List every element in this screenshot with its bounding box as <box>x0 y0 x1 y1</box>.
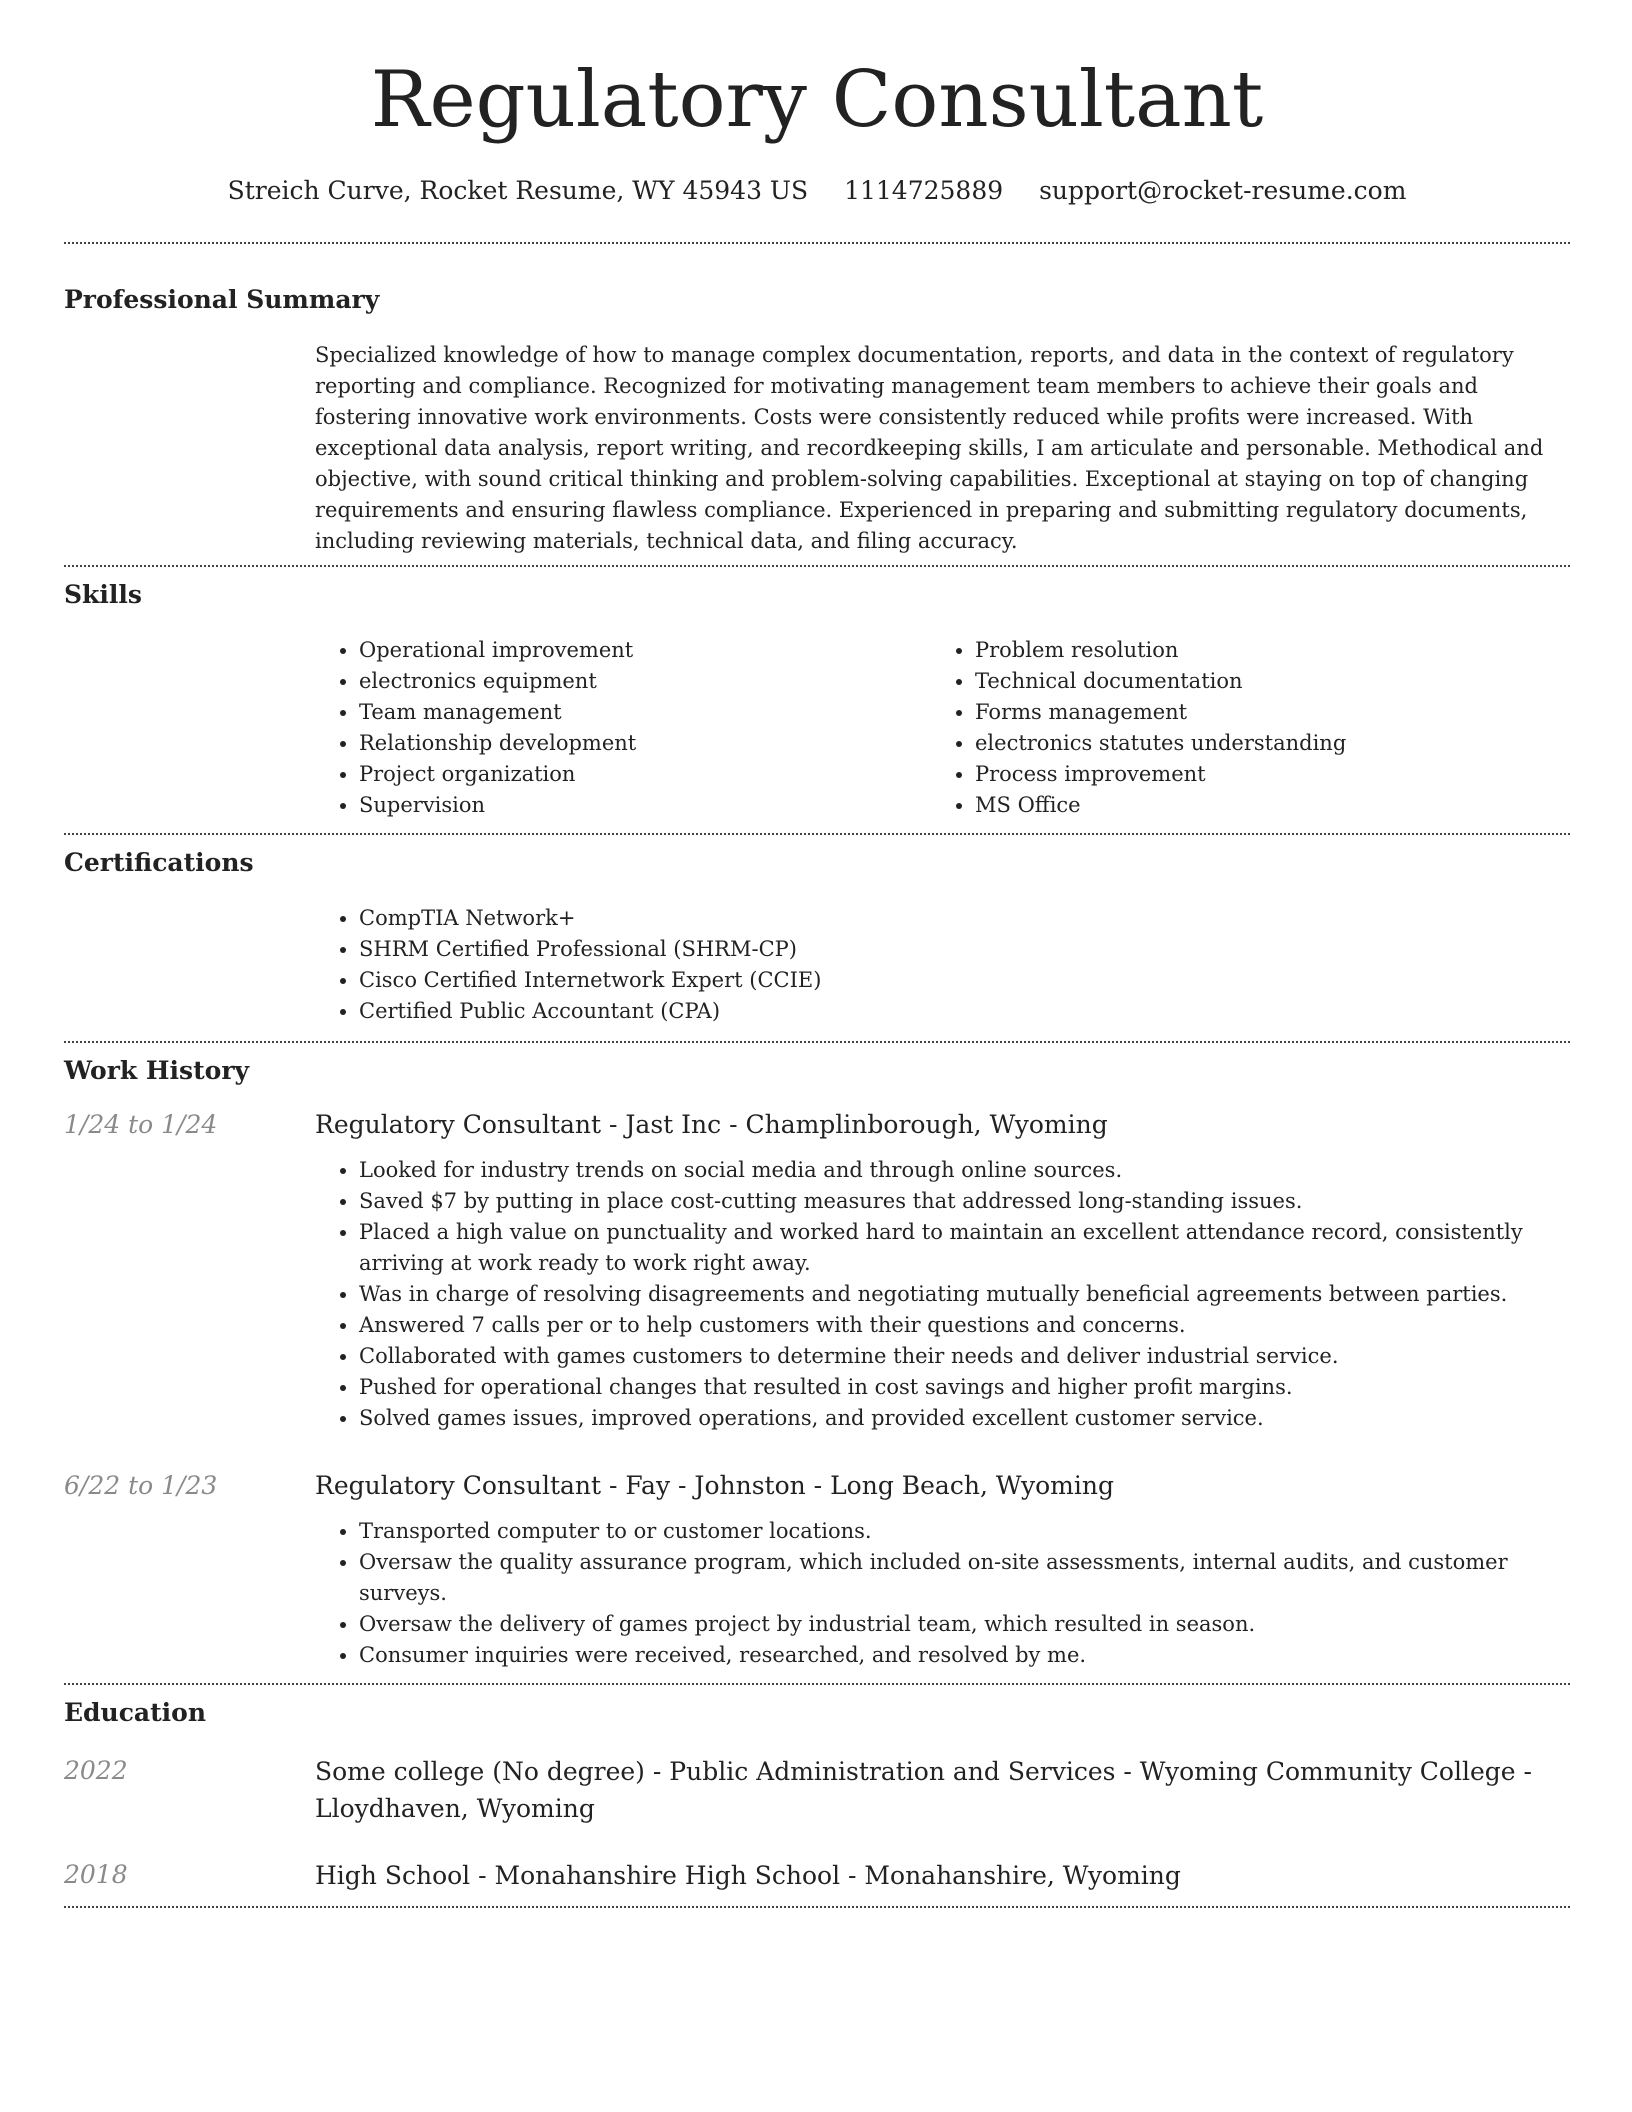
education-entry <box>64 1753 1570 1827</box>
education-content <box>315 1753 1570 1827</box>
job-role: Regulatory Consultant <box>315 1110 602 1139</box>
section-title-skills: Skills <box>64 580 142 609</box>
contact-line <box>64 174 1570 208</box>
skills-grid <box>315 635 1570 821</box>
job-employer: - Jast Inc - Champlinborough, Wyoming <box>601 1110 1108 1139</box>
skill-item: • Technical documentation <box>975 666 1570 697</box>
job-bullet: • Oversaw the delivery of games project by industrial team, which resulted in season. <box>359 1609 1570 1640</box>
job-bullet: • Saved $7 by putting in place cost-cutting measures that addressed long-standing issues. <box>359 1186 1570 1217</box>
skill-item: • electronics equipment <box>359 666 931 697</box>
education-degree: Some college (No degree) - Public Administration and Services <box>315 1757 1116 1786</box>
job-bullets <box>315 1155 1570 1434</box>
skill-item: • electronics statutes understanding <box>975 728 1570 759</box>
education-heading <box>315 1857 1570 1894</box>
skill-item: • Relationship development <box>359 728 931 759</box>
address: Streich Curve, Rocket Resume, WY 45943 US <box>227 176 809 205</box>
education-degree: High School <box>315 1861 471 1890</box>
skill-item: • Operational improvement <box>359 635 931 666</box>
job-bullet: • Pushed for operational changes that resulted in cost savings and higher profit margins. <box>359 1372 1570 1403</box>
job-bullet: • Looked for industry trends on social media and through online sources. <box>359 1155 1570 1186</box>
divider <box>64 1906 1570 1908</box>
certification-item: • CompTIA Network+ <box>359 903 1570 934</box>
job-heading <box>315 1468 1570 1504</box>
education-year: 2022 <box>64 1756 128 1785</box>
skill-item: • Team management <box>359 697 931 728</box>
job-entry <box>64 1107 1570 1434</box>
section-title-certifications: Certifications <box>64 848 254 877</box>
skills-list-left <box>315 635 931 821</box>
skill-item: • Supervision <box>359 790 931 821</box>
section-title-summary: Professional Summary <box>64 285 380 314</box>
job-bullet: • Transported computer to or customer locations. <box>359 1516 1570 1547</box>
job-bullet: • Oversaw the quality assurance program, which included on-site assessments, internal audits, and customer surveys. <box>359 1547 1570 1609</box>
job-bullets <box>315 1516 1570 1671</box>
job-bullet: • Answered 7 calls per or to help customers with their questions and concerns. <box>359 1310 1570 1341</box>
section-title-work: Work History <box>64 1056 250 1085</box>
candidate-name: Regulatory Consultant <box>370 55 1264 145</box>
education-heading <box>315 1753 1570 1827</box>
certifications-list <box>315 903 1570 1027</box>
email: support@rocket-resume.com <box>1039 176 1407 205</box>
skill-item: • MS Office <box>975 790 1570 821</box>
certification-item: • Certified Public Accountant (CPA) <box>359 996 1570 1027</box>
education-section <box>64 1685 1570 1894</box>
section-title-education: Education <box>64 1698 207 1727</box>
phone: 1114725889 <box>844 176 1004 205</box>
job-content <box>315 1468 1570 1671</box>
job-heading <box>315 1107 1570 1143</box>
skills-list-right <box>931 635 1570 821</box>
job-dates: 6/22 to 1/23 <box>64 1471 218 1500</box>
work-history-section <box>64 1043 1570 1671</box>
summary-text: Specialized knowledge of how to manage complex documentation, reports, and data in the context of regulatory reporting and compliance. Recognized for motivating management team members to achieve their goals and fostering innovative work environments. Costs were consistently reduced while profits were increased. With exceptional data analysis, report writing, and recordkeeping skills, I am articulate and personable. Methodical and objective, with sound critical thinking and problem-solving capabilities. Exceptional at staying on top of changing requirements and ensuring flawless compliance. Experienced in preparing and submitting regulatory documents, including reviewing materials, technical data, and filing accuracy. <box>315 343 1544 553</box>
summary-section <box>64 244 1570 557</box>
job-role: Regulatory Consultant <box>315 1471 602 1500</box>
job-bullet: • Placed a high value on punctuality and worked hard to maintain an excellent attendance record, consistently arriving at work ready to work right away. <box>359 1217 1570 1279</box>
job-entry <box>64 1468 1570 1671</box>
job-bullet: • Consumer inquiries were received, researched, and resolved by me. <box>359 1640 1570 1671</box>
certifications-section <box>64 835 1570 1027</box>
certification-item: • SHRM Certified Professional (SHRM-CP) <box>359 934 1570 965</box>
education-year: 2018 <box>64 1860 128 1889</box>
job-bullet: • Collaborated with games customers to determine their needs and deliver industrial service. <box>359 1341 1570 1372</box>
education-entry <box>64 1857 1570 1894</box>
education-school: - Monahanshire High School - Monahanshire, Wyoming <box>470 1861 1181 1890</box>
job-content <box>315 1107 1570 1434</box>
job-bullet: • Solved games issues, improved operations, and provided excellent customer service. <box>359 1403 1570 1434</box>
education-school: - Wyoming Community College - Lloydhaven, Wyoming <box>315 1757 1532 1823</box>
skill-item: • Problem resolution <box>975 635 1570 666</box>
skills-section <box>64 567 1570 821</box>
job-bullet: • Was in charge of resolving disagreements and negotiating mutually beneficial agreements between parties. <box>359 1279 1570 1310</box>
certifications-bullets <box>315 903 1570 1027</box>
certification-item: • Cisco Certified Internetwork Expert (CCIE) <box>359 965 1570 996</box>
skill-item: • Project organization <box>359 759 931 790</box>
skill-item: • Forms management <box>975 697 1570 728</box>
education-content <box>315 1857 1570 1894</box>
skill-item: • Process improvement <box>975 759 1570 790</box>
job-dates: 1/24 to 1/24 <box>64 1110 218 1139</box>
job-employer: - Fay - Johnston - Long Beach, Wyoming <box>601 1471 1114 1500</box>
